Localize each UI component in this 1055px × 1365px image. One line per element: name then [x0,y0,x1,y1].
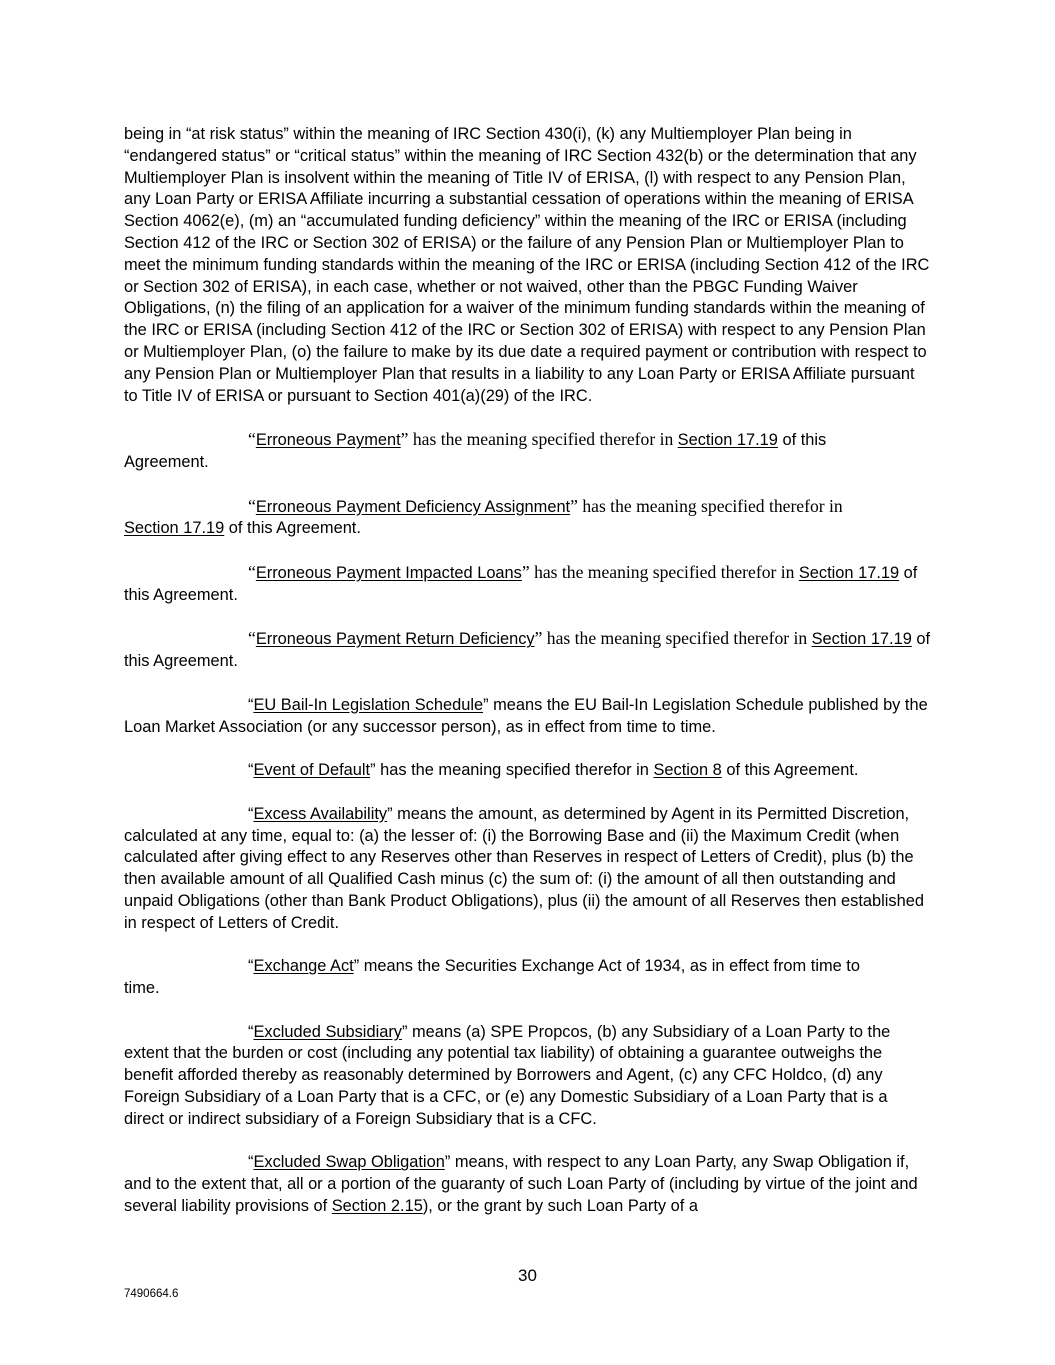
defined-term: Excess Availability [253,804,388,823]
defined-term: Exchange Act [253,957,354,976]
definition-eu-bail-in-legislation-schedule [124,695,932,739]
definition-text: ” has the meaning specified therefor in [400,429,678,450]
section-reference: Section 17.19 [677,431,778,450]
definition-tail: time. [124,979,160,998]
defined-term: EU Bail-In Legislation Schedule [253,695,484,714]
definition-tail: ), or the grant by such Loan Party of a [422,1197,698,1216]
open-quote: “ [248,1022,254,1041]
definition-tail: of this Agreement. [124,630,931,671]
definition-erroneous-payment [124,429,932,474]
definition-erroneous-payment-return-deficiency [124,628,932,673]
document-body [124,124,932,1240]
definition-text: ” means the EU Bail-In Legislation Schedule published by the Loan Market Association (or any successor person), as in effect from time to time. [124,695,928,736]
defined-term: Excluded Swap Obligation [253,1153,445,1172]
definition-text: ” has the meaning specified therefor in [370,761,654,780]
definition-text: ” means the amount, as determined by Agent in its Permitted Discretion, calculated at any time, equal to: (a) the lesser of: (i) the Borrowing Base and (ii) the Maximum Credit (when calculated after giving effect to any Reserves other than Reserves in respect of Letters of Credit), plus (b) the then available amount of all Qualified Cash minus (c) the sum of: (i) the amount of all then outstanding and unpaid Obligations (other than Bank Product Obligations), plus (ii) the amount of all Reserves then established in respect of Letters of Credit. [124,804,924,932]
definition-text: ” means the Securities Exchange Act of 1934, as in effect from time to [353,957,860,976]
definition-excess-availability [124,804,932,935]
definition-event-of-default [124,760,932,782]
section-reference: Section 17.19 [811,630,912,649]
open-quote: “ [248,1153,254,1172]
definition-tail: of this [777,431,827,450]
definition-excluded-subsidiary [124,1022,932,1131]
definition-text: ” means (a) SPE Propcos, (b) any Subsidiary of a Loan Party to the extent that the burden or cost (including any potential tax liability) of obtaining a guarantee outweighs the benefit afforded thereby as reasonably determined by Borrowers and Agent, (c) any CFC Holdco, (d) any Foreign Subsidiary of a Loan Party that is a CFC, or (e) any Domestic Subsidiary of a Loan Party that is a direct or indirect subsidiary of a Foreign Subsidiary that is a CFC. [124,1022,891,1128]
defined-term: Erroneous Payment Return Deficiency [255,630,535,649]
section-reference: Section 17.19 [798,563,900,582]
open-quote: “ [248,761,254,780]
definition-exchange-act [124,956,932,1000]
defined-term: Erroneous Payment Impacted Loans [255,563,522,582]
defined-term: Excluded Subsidiary [253,1022,402,1041]
open-quote: “ [248,561,256,582]
ref-wrap [0,518,361,540]
definition-erroneous-payment-deficiency-assignment [124,496,932,541]
open-quote: “ [248,429,256,450]
definition-erroneous-payment-impacted-loans [124,562,932,607]
definition-text: ” has the meaning specified therefor in [570,495,843,516]
definition-tail-cont: Agreement. [124,452,209,471]
open-quote: “ [248,957,254,976]
defined-term: Event of Default [253,761,371,780]
definition-text: ” has the meaning specified therefor in [534,628,812,649]
open-quote: “ [248,804,254,823]
document-id: 7490664.6 [124,1288,179,1300]
definition-tail: of this Agreement. [721,761,859,780]
page-number: 30 [518,1266,537,1285]
section-reference: Section 8 [653,761,722,780]
defined-term: Erroneous Payment [255,431,401,450]
definition-tail: of this Agreement. [124,563,918,604]
defined-term: Erroneous Payment Deficiency Assignment [255,497,571,516]
definition-text: ” means, with respect to any Loan Party, any Swap Obligation if, and to the extent that, all or a portion of the guaranty of such Loan Party of (including by virtue of the joint and several liability provisions of [124,1153,918,1216]
definition-excluded-swap-obligation [124,1152,932,1217]
intro-paragraph: being in “at risk status” within the meaning of IRC Section 430(i), (k) any Multiemployer Plan being in “endangered status” or “critical status” within the meaning of IRC Section 432(b) or the determination that any Multiemployer Plan is insolvent within the meaning of Title IV of ERISA, (l) with respect to any Pension Plan, any Loan Party or ERISA Affiliate incurring a substantial cessation of operations within the meaning of ERISA Section 4062(e), (m) an “accumulated funding deficiency” within the meaning of the IRC or ERISA (including Section 412 of the IRC or Section 302 of ERISA) or the failure of any Pension Plan or Multiemployer Plan to meet the minimum funding standards within the meaning of the IRC or ERISA (including Section 412 of the IRC or Section 302 of ERISA), in each case, whether or not waived, other than the PBGC Funding Waiver Obligations, (n) the filing of an application for a waiver of the minimum funding standards within the meaning of the IRC or ERISA (including Section 412 of the IRC or Section 302 of ERISA) with respect to any Pension Plan or Multiemployer Plan, (o) the failure to make by its due date a required payment or contribution with respect to any Pension Plan or Multiemployer Plan that results in a liability to any Loan Party or ERISA Affiliate pursuant to Title IV of ERISA or pursuant to Section 401(a)(29) of the IRC. [124,125,930,405]
open-quote: “ [248,495,256,516]
definition-text: ” has the meaning specified therefor in [521,561,799,582]
definition-tail: of this Agreement. [224,519,361,538]
open-quote: “ [248,628,256,649]
open-quote: “ [248,695,254,714]
section-reference: Section 2.15 [331,1197,423,1216]
section-reference: Section 17.19 [124,519,225,538]
